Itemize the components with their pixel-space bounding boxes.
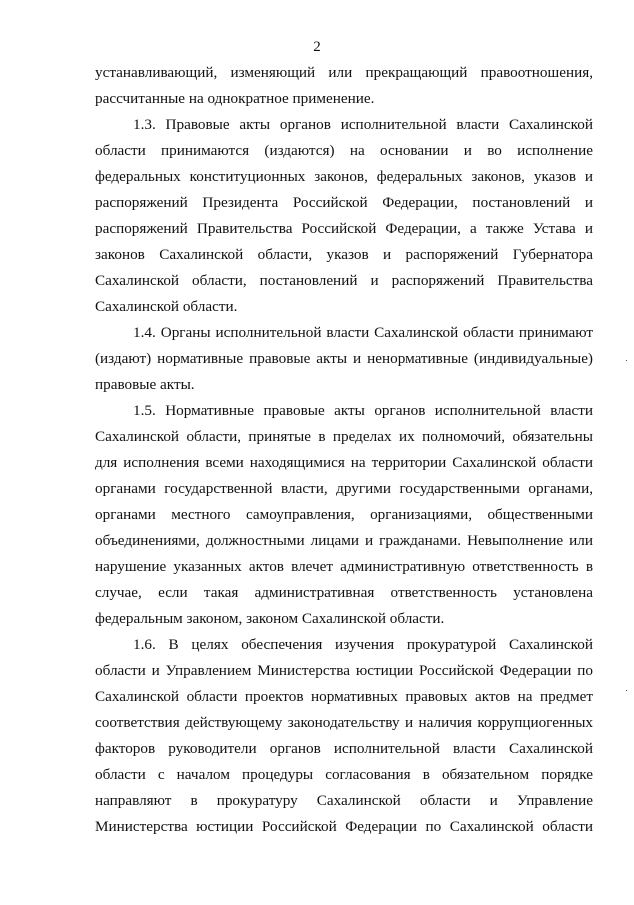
document-body: [95, 60, 593, 840]
paragraph-1-3: 1.3. Правовые акты органов исполнительной власти Сахалинской области принимаются (издаются) на основании и во исполнение федеральных конституционных законов, федеральных законов, указов и распоряжений Президента Российской Федерации, постановлений и распоряжений Правительства Российской Федерации, а также Устава и законов Сахалинской области, указов и распоряжений Губернатора Сахалинской области, постановлений и распоряжений Правительства Сахалинской области.: [95, 116, 593, 315]
scan-speck: [626, 690, 627, 691]
scan-speck: [626, 360, 627, 361]
paragraph-1-6: 1.6. В целях обеспечения изучения прокуратурой Сахалинской области и Управлением Министерства юстиции Российской Федерации по Сахалинской области проектов нормативных правовых актов на предмет соответствия действующему законодательству и наличия коррупциогенных факторов руководители органов исполнительной власти Сахалинской области с началом процедуры согласования в обязательном порядке направляют в прокуратуру Сахалинской области и Управление Министерства юстиции Российской Федерации по Сахалинской области: [95, 636, 593, 835]
paragraph-continuation: устанавливающий, изменяющий или прекращающий правоотношения, рассчитанные на однократное применение.: [95, 64, 593, 107]
paragraph-1-4: 1.4. Органы исполнительной власти Сахалинской области принимают (издают) нормативные правовые акты и ненормативные (индивидуальные) правовые акты.: [95, 324, 593, 393]
paragraph-1-5: 1.5. Нормативные правовые акты органов исполнительной власти Сахалинской области, принятые в пределах их полномочий, обязательны для исполнения всеми находящимися на территории Сахалинской области органами государственной власти, другими государственными органами, органами местного самоуправления, организациями, общественными объединениями, должностными лицами и гражданами. Невыполнение или нарушение указанных актов влечет административную ответственность в случае, если такая административная ответственность установлена федеральным законом, законом Сахалинской области.: [95, 402, 593, 627]
page-number: 2: [313, 39, 321, 55]
